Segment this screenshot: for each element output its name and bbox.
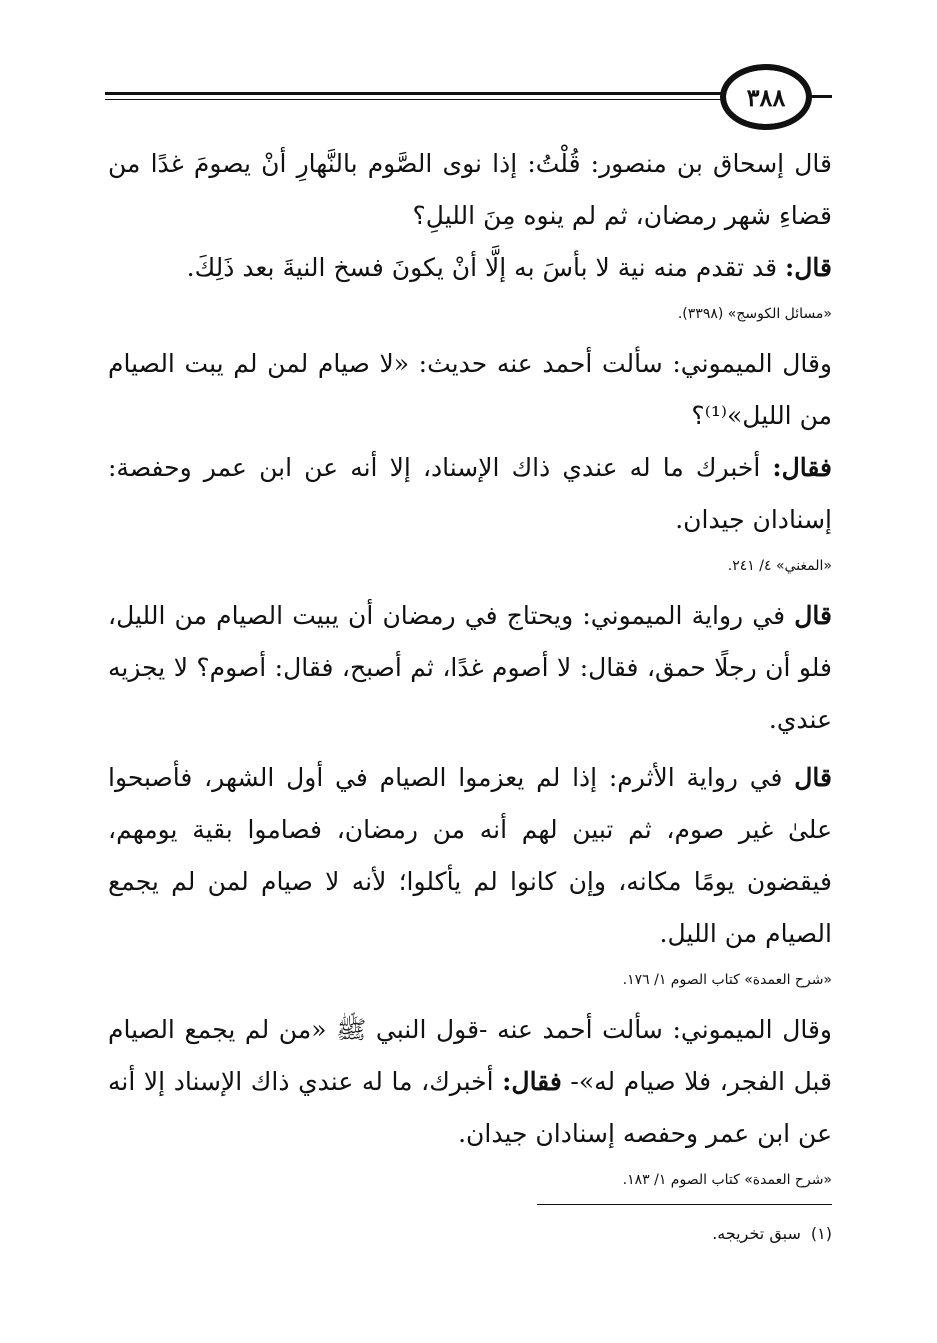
answer-keyword: فقال: — [502, 1067, 562, 1096]
paragraph — [108, 1004, 832, 1160]
source-citation: «مسائل الكوسج» (٣٣٩٨). — [677, 306, 832, 322]
paragraph — [108, 752, 832, 960]
paragraph — [108, 338, 832, 442]
paragraph-text: أخبرك ما له عندي ذاك الإسناد، إلا أنه عن ابن عمر وحفصة: إسنادان جيدان. — [108, 453, 832, 534]
main-text — [108, 138, 832, 1204]
footnote-text: سبق تخريجه. — [712, 1224, 801, 1243]
paragraph-text: في رواية الميموني: ويحتاج في رمضان أن يبيت الصيام من الليل، فلو أن رجلًا حمق، فقال: لا أصوم غدًا، ثم أصبح، فقال: أصوم؟ لا يجزيه عندي. — [108, 601, 832, 734]
header-rule-thin — [105, 99, 727, 100]
footnote — [540, 1224, 832, 1243]
answer-keyword: قال — [794, 601, 832, 630]
paragraph — [108, 442, 832, 546]
footnote-rule — [537, 1204, 832, 1205]
paragraph-text: وقال الميموني: سألت أحمد عنه -قول النبي ﷺ «من لم يجمع الصيام قبل الفجر، فلا صيام له»- — [108, 1015, 832, 1096]
paragraph-text: وقال الميموني: سألت أحمد عنه حديث: «لا صيام لمن لم يبت الصيام من الليل»⁽¹⁾؟ — [108, 349, 832, 430]
paragraph-text: في رواية الأثرم: إذا لم يعزموا الصيام في أول الشهر، فأصبحوا علىٰ غير صوم، ثم تبين لهم أنه من رمضان، فصاموا بقية يومهم، فيقضون يومًا مكانه، وإن كانوا لم يأكلوا؛ لأنه لا صيام لمن لم يجمع الصيام من الليل. — [108, 763, 832, 948]
answer-keyword: قال: — [785, 253, 832, 282]
paragraph — [108, 590, 832, 746]
page-number: ٣٨٨ — [720, 64, 812, 130]
answer-keyword: قال — [794, 763, 832, 792]
paragraph — [108, 138, 832, 242]
source-citation: «شرح العمدة» كتاب الصوم ١/ ١٧٦. — [622, 972, 832, 988]
paragraph — [108, 242, 832, 294]
source-citation: «المغني» ٤/ ٢٤١. — [727, 558, 832, 574]
answer-keyword: فقال: — [772, 453, 832, 482]
paragraph-text: قد تقدم منه نية لا بأسَ به إلَّا أنْ يكونَ فسخ النيةَ بعد ذَلِكَ. — [186, 253, 786, 282]
header-rule — [105, 92, 727, 95]
paragraph-text: قال إسحاق بن منصور: قُلْتُ: إذا نوى الصَّوم بالنَّهارِ أنْ يصومَ غدًا من قضاءِ شهر رمضان، ثم لم ينوه مِنَ الليلِ؟ — [108, 149, 832, 230]
paragraph-text: أخبرك، ما له عندي ذاك الإسناد إلا أنه عن ابن عمر وحفصه إسنادان جيدان. — [108, 1067, 832, 1148]
footnote-number: (١) — [810, 1224, 832, 1243]
source-citation: «شرح العمدة» كتاب الصوم ١/ ١٨٣. — [622, 1172, 832, 1188]
page-number-frame — [725, 69, 807, 125]
